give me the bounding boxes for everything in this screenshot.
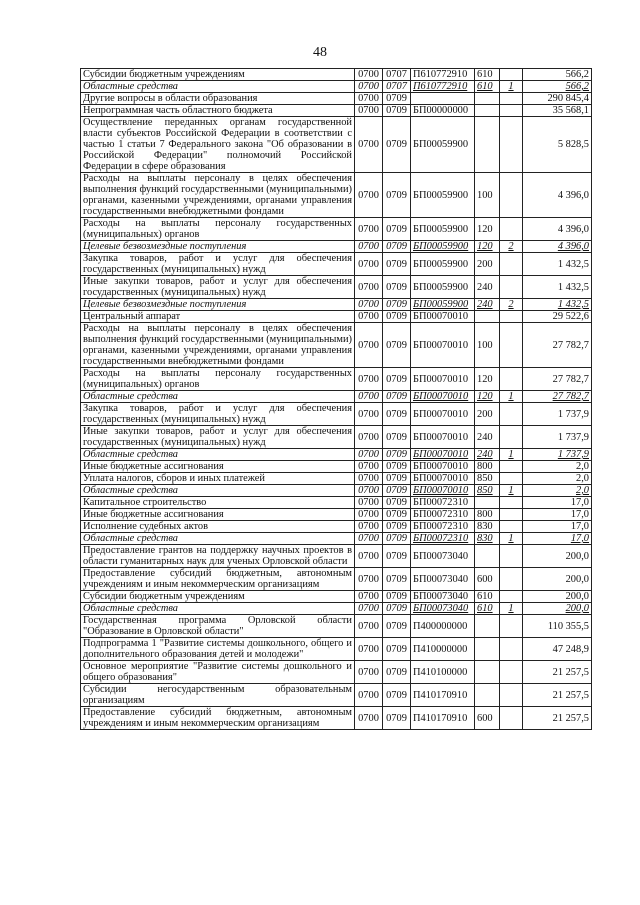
- item-name-cell: Субсидии негосударственным образовательным организациям: [81, 684, 355, 707]
- section-cell: 0700: [355, 403, 383, 426]
- expense-type-cell: 100: [475, 173, 500, 218]
- target-article-cell: БП00059900: [411, 276, 475, 299]
- funding-source-cell: [500, 105, 523, 117]
- amount-cell: 200,0: [523, 603, 592, 615]
- expense-type-cell: 240: [475, 276, 500, 299]
- table-row: [81, 368, 592, 391]
- table-row: [81, 497, 592, 509]
- amount-cell: 4 396,0: [523, 173, 592, 218]
- subsection-cell: 0709: [383, 603, 411, 615]
- expense-type-cell: 850: [475, 485, 500, 497]
- amount-cell: 17,0: [523, 509, 592, 521]
- item-name-cell: Другие вопросы в области образования: [81, 93, 355, 105]
- target-article-cell: БП00070010: [411, 461, 475, 473]
- expense-type-cell: 610: [475, 603, 500, 615]
- table-row: [81, 218, 592, 241]
- expense-type-cell: 800: [475, 461, 500, 473]
- funding-source-cell: [500, 521, 523, 533]
- subsection-cell: 0709: [383, 661, 411, 684]
- funding-source-cell: [500, 615, 523, 638]
- section-cell: 0700: [355, 311, 383, 323]
- amount-cell: 1 737,9: [523, 403, 592, 426]
- section-cell: 0700: [355, 81, 383, 93]
- target-article-cell: БП00070010: [411, 449, 475, 461]
- section-cell: 0700: [355, 117, 383, 173]
- funding-source-cell: [500, 461, 523, 473]
- subsection-cell: 0709: [383, 241, 411, 253]
- expense-type-cell: 600: [475, 568, 500, 591]
- item-name-cell: Расходы на выплаты персоналу государственных (муниципальных) органов: [81, 368, 355, 391]
- table-row: [81, 69, 592, 81]
- subsection-cell: 0707: [383, 69, 411, 81]
- budget-table: [80, 68, 592, 730]
- item-name-cell: Закупка товаров, работ и услуг для обеспечения государственных (муниципальных) нужд: [81, 253, 355, 276]
- funding-source-cell: 1: [500, 391, 523, 403]
- target-article-cell: БП00070010: [411, 473, 475, 485]
- table-row: [81, 509, 592, 521]
- target-article-cell: БП00059900: [411, 218, 475, 241]
- subsection-cell: 0709: [383, 485, 411, 497]
- target-article-cell: П410100000: [411, 661, 475, 684]
- target-article-cell: БП00059900: [411, 117, 475, 173]
- funding-source-cell: 2: [500, 241, 523, 253]
- item-name-cell: Предоставление грантов на поддержку научных проектов в области гуманитарных наук для ученых Орловской области: [81, 545, 355, 568]
- expense-type-cell: 200: [475, 403, 500, 426]
- funding-source-cell: 1: [500, 485, 523, 497]
- funding-source-cell: [500, 276, 523, 299]
- item-name-cell: Уплата налогов, сборов и иных платежей: [81, 473, 355, 485]
- item-name-cell: Центральный аппарат: [81, 311, 355, 323]
- section-cell: 0700: [355, 638, 383, 661]
- expense-type-cell: [475, 661, 500, 684]
- amount-cell: 35 568,1: [523, 105, 592, 117]
- subsection-cell: 0709: [383, 533, 411, 545]
- target-article-cell: П410170910: [411, 684, 475, 707]
- amount-cell: 566,2: [523, 81, 592, 93]
- table-row: [81, 545, 592, 568]
- expense-type-cell: 610: [475, 591, 500, 603]
- expense-type-cell: [475, 117, 500, 173]
- target-article-cell: БП00073040: [411, 603, 475, 615]
- table-row: [81, 603, 592, 615]
- funding-source-cell: [500, 707, 523, 730]
- amount-cell: 1 737,9: [523, 449, 592, 461]
- section-cell: 0700: [355, 591, 383, 603]
- funding-source-cell: 1: [500, 603, 523, 615]
- subsection-cell: 0709: [383, 707, 411, 730]
- funding-source-cell: 1: [500, 449, 523, 461]
- section-cell: 0700: [355, 473, 383, 485]
- item-name-cell: Иные закупки товаров, работ и услуг для обеспечения государственных (муниципальных) нужд: [81, 426, 355, 449]
- item-name-cell: Расходы на выплаты персоналу государственных (муниципальных) органов: [81, 218, 355, 241]
- item-name-cell: Иные бюджетные ассигнования: [81, 509, 355, 521]
- expense-type-cell: 120: [475, 218, 500, 241]
- funding-source-cell: [500, 684, 523, 707]
- subsection-cell: 0709: [383, 391, 411, 403]
- item-name-cell: Предоставление субсидий бюджетным, автономным учреждениям и иным некоммерческим организациям: [81, 568, 355, 591]
- subsection-cell: 0709: [383, 449, 411, 461]
- subsection-cell: 0709: [383, 173, 411, 218]
- funding-source-cell: [500, 661, 523, 684]
- expense-type-cell: 100: [475, 323, 500, 368]
- item-name-cell: Государственная программа Орловской области "Образование в Орловской области": [81, 615, 355, 638]
- section-cell: 0700: [355, 684, 383, 707]
- subsection-cell: 0709: [383, 615, 411, 638]
- section-cell: 0700: [355, 368, 383, 391]
- amount-cell: 21 257,5: [523, 707, 592, 730]
- subsection-cell: 0709: [383, 591, 411, 603]
- table-row: [81, 638, 592, 661]
- section-cell: 0700: [355, 615, 383, 638]
- target-article-cell: БП00070010: [411, 485, 475, 497]
- amount-cell: 17,0: [523, 497, 592, 509]
- expense-type-cell: 610: [475, 81, 500, 93]
- section-cell: 0700: [355, 603, 383, 615]
- funding-source-cell: [500, 473, 523, 485]
- expense-type-cell: 200: [475, 253, 500, 276]
- amount-cell: 27 782,7: [523, 323, 592, 368]
- target-article-cell: П410000000: [411, 638, 475, 661]
- section-cell: 0700: [355, 533, 383, 545]
- target-article-cell: БП00070010: [411, 368, 475, 391]
- target-article-cell: БП00070010: [411, 323, 475, 368]
- table-row: [81, 81, 592, 93]
- table-row: [81, 707, 592, 730]
- target-article-cell: П610772910: [411, 69, 475, 81]
- table-row: [81, 93, 592, 105]
- amount-cell: 200,0: [523, 568, 592, 591]
- section-cell: 0700: [355, 93, 383, 105]
- table-row: [81, 461, 592, 473]
- section-cell: 0700: [355, 276, 383, 299]
- amount-cell: 1 432,5: [523, 253, 592, 276]
- amount-cell: 29 522,6: [523, 311, 592, 323]
- item-name-cell: Областные средства: [81, 485, 355, 497]
- funding-source-cell: 1: [500, 533, 523, 545]
- amount-cell: 17,0: [523, 533, 592, 545]
- item-name-cell: Основное мероприятие "Развитие системы дошкольного и общего образования": [81, 661, 355, 684]
- item-name-cell: Областные средства: [81, 603, 355, 615]
- target-article-cell: БП00073040: [411, 591, 475, 603]
- amount-cell: 17,0: [523, 521, 592, 533]
- table-row: [81, 485, 592, 497]
- section-cell: 0700: [355, 545, 383, 568]
- expense-type-cell: 240: [475, 299, 500, 311]
- funding-source-cell: [500, 509, 523, 521]
- expense-type-cell: 240: [475, 426, 500, 449]
- table-row: [81, 253, 592, 276]
- page-number: 48: [313, 45, 327, 60]
- section-cell: 0700: [355, 253, 383, 276]
- amount-cell: 1 432,5: [523, 276, 592, 299]
- table-row: [81, 568, 592, 591]
- amount-cell: 290 845,4: [523, 93, 592, 105]
- subsection-cell: 0709: [383, 311, 411, 323]
- amount-cell: 110 355,5: [523, 615, 592, 638]
- funding-source-cell: [500, 497, 523, 509]
- funding-source-cell: [500, 69, 523, 81]
- subsection-cell: 0709: [383, 473, 411, 485]
- target-article-cell: БП00059900: [411, 241, 475, 253]
- subsection-cell: 0709: [383, 684, 411, 707]
- target-article-cell: П400000000: [411, 615, 475, 638]
- expense-type-cell: [475, 545, 500, 568]
- amount-cell: 27 782,7: [523, 391, 592, 403]
- table-row: [81, 449, 592, 461]
- item-name-cell: Исполнение судебных актов: [81, 521, 355, 533]
- item-name-cell: Закупка товаров, работ и услуг для обеспечения государственных (муниципальных) нужд: [81, 403, 355, 426]
- target-article-cell: БП00072310: [411, 509, 475, 521]
- item-name-cell: Областные средства: [81, 391, 355, 403]
- section-cell: 0700: [355, 69, 383, 81]
- target-article-cell: БП00059900: [411, 253, 475, 276]
- subsection-cell: 0709: [383, 461, 411, 473]
- expense-type-cell: [475, 638, 500, 661]
- amount-cell: 2,0: [523, 461, 592, 473]
- section-cell: 0700: [355, 461, 383, 473]
- item-name-cell: Целевые безвозмездные поступления: [81, 299, 355, 311]
- section-cell: 0700: [355, 707, 383, 730]
- amount-cell: 47 248,9: [523, 638, 592, 661]
- item-name-cell: Областные средства: [81, 449, 355, 461]
- table-row: [81, 173, 592, 218]
- section-cell: 0700: [355, 661, 383, 684]
- section-cell: 0700: [355, 391, 383, 403]
- section-cell: 0700: [355, 241, 383, 253]
- item-name-cell: Непрограммная часть областного бюджета: [81, 105, 355, 117]
- target-article-cell: П410170910: [411, 707, 475, 730]
- subsection-cell: 0709: [383, 368, 411, 391]
- expense-type-cell: [475, 311, 500, 323]
- expense-type-cell: 120: [475, 241, 500, 253]
- funding-source-cell: [500, 218, 523, 241]
- amount-cell: 1 432,5: [523, 299, 592, 311]
- item-name-cell: Осуществление переданных органам государственной власти субъектов Российской Федерации в соответствии с частью 1 статьи 7 Федерального закона "Об образовании в Российской Федерации" полномочий Российской Федерации в сфере образования: [81, 117, 355, 173]
- target-article-cell: БП00072310: [411, 533, 475, 545]
- table-row: [81, 323, 592, 368]
- budget-table-body: [81, 69, 592, 730]
- expense-type-cell: 240: [475, 449, 500, 461]
- table-row: [81, 591, 592, 603]
- funding-source-cell: [500, 638, 523, 661]
- table-row: [81, 684, 592, 707]
- subsection-cell: 0709: [383, 299, 411, 311]
- target-article-cell: БП00073040: [411, 545, 475, 568]
- subsection-cell: 0709: [383, 545, 411, 568]
- funding-source-cell: 2: [500, 299, 523, 311]
- expense-type-cell: 610: [475, 69, 500, 81]
- target-article-cell: БП00070010: [411, 391, 475, 403]
- expense-type-cell: [475, 497, 500, 509]
- subsection-cell: 0709: [383, 568, 411, 591]
- expense-type-cell: 120: [475, 368, 500, 391]
- funding-source-cell: [500, 568, 523, 591]
- subsection-cell: 0709: [383, 323, 411, 368]
- amount-cell: 200,0: [523, 591, 592, 603]
- funding-source-cell: [500, 545, 523, 568]
- section-cell: 0700: [355, 105, 383, 117]
- subsection-cell: 0709: [383, 253, 411, 276]
- subsection-cell: 0709: [383, 93, 411, 105]
- target-article-cell: БП00059900: [411, 299, 475, 311]
- table-row: [81, 241, 592, 253]
- funding-source-cell: [500, 368, 523, 391]
- section-cell: 0700: [355, 568, 383, 591]
- expense-type-cell: 800: [475, 509, 500, 521]
- table-row: [81, 661, 592, 684]
- subsection-cell: 0709: [383, 521, 411, 533]
- table-row: [81, 391, 592, 403]
- expense-type-cell: 830: [475, 521, 500, 533]
- subsection-cell: 0707: [383, 81, 411, 93]
- target-article-cell: [411, 93, 475, 105]
- expense-type-cell: [475, 93, 500, 105]
- table-row: [81, 276, 592, 299]
- subsection-cell: 0709: [383, 276, 411, 299]
- amount-cell: 27 782,7: [523, 368, 592, 391]
- table-row: [81, 403, 592, 426]
- section-cell: 0700: [355, 299, 383, 311]
- funding-source-cell: 1: [500, 81, 523, 93]
- item-name-cell: Подпрограмма 1 "Развитие системы дошкольного, общего и дополнительного образования детей и молодежи": [81, 638, 355, 661]
- section-cell: 0700: [355, 449, 383, 461]
- section-cell: 0700: [355, 497, 383, 509]
- funding-source-cell: [500, 426, 523, 449]
- expense-type-cell: 830: [475, 533, 500, 545]
- item-name-cell: Предоставление субсидий бюджетным, автономным учреждениям и иным некоммерческим организациям: [81, 707, 355, 730]
- subsection-cell: 0709: [383, 638, 411, 661]
- item-name-cell: Субсидии бюджетным учреждениям: [81, 69, 355, 81]
- item-name-cell: Субсидии бюджетным учреждениям: [81, 591, 355, 603]
- expense-type-cell: 850: [475, 473, 500, 485]
- section-cell: 0700: [355, 426, 383, 449]
- subsection-cell: 0709: [383, 105, 411, 117]
- item-name-cell: Иные бюджетные ассигнования: [81, 461, 355, 473]
- target-article-cell: БП00072310: [411, 497, 475, 509]
- subsection-cell: 0709: [383, 497, 411, 509]
- funding-source-cell: [500, 117, 523, 173]
- funding-source-cell: [500, 93, 523, 105]
- item-name-cell: Целевые безвозмездные поступления: [81, 241, 355, 253]
- amount-cell: 4 396,0: [523, 218, 592, 241]
- target-article-cell: БП00070010: [411, 311, 475, 323]
- subsection-cell: 0709: [383, 403, 411, 426]
- table-row: [81, 533, 592, 545]
- funding-source-cell: [500, 311, 523, 323]
- expense-type-cell: [475, 615, 500, 638]
- item-name-cell: Областные средства: [81, 81, 355, 93]
- amount-cell: 1 737,9: [523, 426, 592, 449]
- table-row: [81, 311, 592, 323]
- section-cell: 0700: [355, 323, 383, 368]
- funding-source-cell: [500, 591, 523, 603]
- amount-cell: 2,0: [523, 473, 592, 485]
- target-article-cell: БП00059900: [411, 173, 475, 218]
- target-article-cell: БП00070010: [411, 403, 475, 426]
- amount-cell: 21 257,5: [523, 661, 592, 684]
- table-row: [81, 426, 592, 449]
- table-row: [81, 615, 592, 638]
- table-row: [81, 473, 592, 485]
- item-name-cell: Расходы на выплаты персоналу в целях обеспечения выполнения функций государственными (муниципальными) органами, казенными учреждениями, органами управления государственными внебюджетными фондами: [81, 323, 355, 368]
- subsection-cell: 0709: [383, 509, 411, 521]
- funding-source-cell: [500, 403, 523, 426]
- item-name-cell: Расходы на выплаты персоналу в целях обеспечения выполнения функций государственными (муниципальными) органами, казенными учреждениями, органами управления государственными внебюджетными фондами: [81, 173, 355, 218]
- amount-cell: 2,0: [523, 485, 592, 497]
- subsection-cell: 0709: [383, 117, 411, 173]
- expense-type-cell: 600: [475, 707, 500, 730]
- expense-type-cell: [475, 105, 500, 117]
- table-row: [81, 521, 592, 533]
- amount-cell: 566,2: [523, 69, 592, 81]
- funding-source-cell: [500, 253, 523, 276]
- section-cell: 0700: [355, 521, 383, 533]
- expense-type-cell: 120: [475, 391, 500, 403]
- section-cell: 0700: [355, 485, 383, 497]
- target-article-cell: БП00000000: [411, 105, 475, 117]
- section-cell: 0700: [355, 173, 383, 218]
- table-row: [81, 117, 592, 173]
- section-cell: 0700: [355, 509, 383, 521]
- funding-source-cell: [500, 173, 523, 218]
- section-cell: 0700: [355, 218, 383, 241]
- item-name-cell: Иные закупки товаров, работ и услуг для обеспечения государственных (муниципальных) нужд: [81, 276, 355, 299]
- amount-cell: 5 828,5: [523, 117, 592, 173]
- subsection-cell: 0709: [383, 218, 411, 241]
- table-row: [81, 299, 592, 311]
- target-article-cell: БП00073040: [411, 568, 475, 591]
- target-article-cell: БП00072310: [411, 521, 475, 533]
- subsection-cell: 0709: [383, 426, 411, 449]
- item-name-cell: Областные средства: [81, 533, 355, 545]
- expense-type-cell: [475, 684, 500, 707]
- item-name-cell: Капитальное строительство: [81, 497, 355, 509]
- amount-cell: 21 257,5: [523, 684, 592, 707]
- target-article-cell: П610772910: [411, 81, 475, 93]
- target-article-cell: БП00070010: [411, 426, 475, 449]
- amount-cell: 200,0: [523, 545, 592, 568]
- amount-cell: 4 396,0: [523, 241, 592, 253]
- funding-source-cell: [500, 323, 523, 368]
- table-row: [81, 105, 592, 117]
